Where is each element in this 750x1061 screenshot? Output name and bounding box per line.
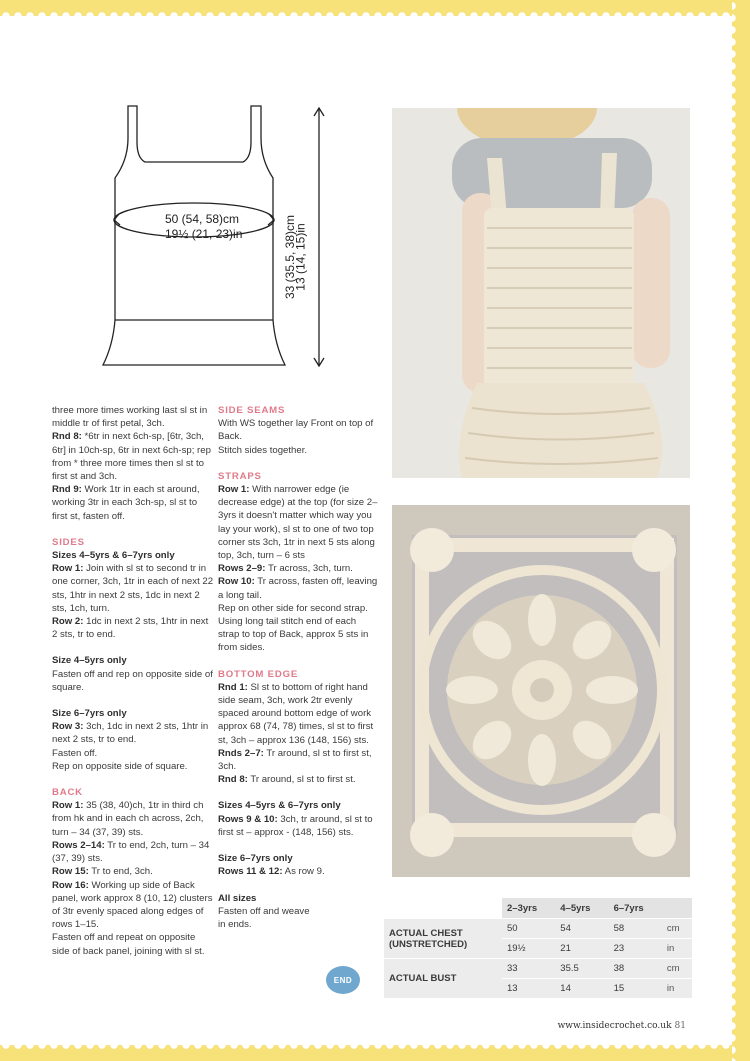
unit-cell: in [662, 939, 692, 959]
photo-crochet-square-closeup [392, 505, 690, 877]
straps-rows2-9-label: Rows 2–9: [218, 563, 266, 575]
decorative-border-bottom [0, 1045, 750, 1061]
table-cell: 15 [609, 979, 662, 999]
rnd9-text: Work 1tr in each st around, working 3tr in each 3ch-sp, sl st to first st, fasten off. [52, 484, 200, 522]
table-cell: 33 [502, 959, 555, 979]
size-table [384, 898, 692, 999]
sides-row2-label: Row 2: [52, 616, 84, 628]
back-rows2-14-text: Tr to end, 2ch, turn – 34 (37, 39) sts. [52, 839, 210, 865]
pattern-column-2 [218, 404, 378, 931]
side-seams-heading: SIDE SEAMS [218, 405, 286, 416]
back-fasten-text: Fasten off and repeat on opposite side of back panel, joining with sl st. [52, 932, 205, 957]
back-row15-text: Tr to end, 3ch. [88, 866, 153, 878]
straps-row1-label: Row 1: [218, 484, 250, 496]
table-cell: 58 [609, 919, 662, 939]
bottom-rnd1-label: Rnd 1: [218, 681, 248, 693]
unit-cell: in [662, 979, 692, 999]
size67-row3-text: 3ch, 1dc in next 2 sts, 1htr in next 2 sts, tr to end. [52, 721, 209, 746]
garment-schematic [95, 100, 360, 375]
rnd8-label: Rnd 8: [52, 431, 82, 443]
back-rows2-14-label: Rows 2–14: [52, 839, 105, 851]
photo-child-wearing-top [392, 108, 690, 478]
unit-cell: cm [662, 959, 692, 979]
bottom-rnds2-7-label: Rnds 2–7: [218, 747, 264, 759]
size-header-unit [662, 898, 692, 919]
all-sizes-text: Fasten off and weave in ends. [218, 905, 310, 930]
photo-illustration-top [392, 108, 690, 478]
sides-heading: SIDES [52, 536, 85, 548]
chest-measure-in: 19½ (21, 23)in [165, 227, 243, 241]
table-cell: 38 [609, 959, 662, 979]
straps-rows2-9-text: Tr across, 3ch, turn. [265, 563, 353, 575]
rows9-10-text: 3ch, tr around, sl st to first st – approx - (148, 156) sts. [218, 813, 373, 838]
size67-fasten-text: Fasten off. [52, 747, 98, 759]
back-heading: BACK [52, 787, 83, 799]
table-cell: 35.5 [555, 959, 608, 979]
size67-subheading-2: Size 6–7yrs only [218, 853, 293, 865]
straps-row10-text: Tr across, fasten off, leaving a long tail. [218, 576, 378, 601]
chest-measure-cm: 50 (54, 58)cm [165, 212, 240, 226]
size-header-4-5yrs: 4–5yrs [555, 898, 608, 919]
rows11-12-label: Rows 11 & 12: [218, 866, 283, 878]
actual-chest-label: ACTUAL CHEST (UNSTRETCHED) [384, 919, 502, 959]
size45-text: Fasten off and rep on opposite side of square. [52, 668, 213, 693]
footer-url[interactable]: www.insidecrochet.co.uk [557, 1021, 672, 1031]
bottom-rnds2-7-text: Tr around, sl st to first st, 3ch. [218, 747, 372, 773]
straps-rep-text: Rep on other side for second strap. Using long tail stitch end of each strap to top of Back, approx 5 sts in from sides. [218, 602, 369, 654]
size-table-corner [384, 898, 502, 919]
size-header-2-3yrs: 2–3yrs [502, 898, 555, 919]
table-row [384, 959, 692, 979]
bottom-edge-heading: BOTTOM EDGE [218, 668, 299, 680]
rows9-10-label: Rows 9 & 10: [218, 813, 278, 825]
table-cell: 14 [555, 979, 608, 999]
length-measure-cm: 33 (35.5, 38)cm [283, 214, 298, 300]
length-measure-in: 13 (14, 15)in [293, 223, 308, 291]
table-cell: 19½ [502, 939, 555, 959]
rnd8-text: *6tr in next 6ch-sp, [6tr, 3ch, 6tr] in 10ch-sp, 6tr in next 6ch-sp; rep from * three more times then sl st to first st and 3ch. [52, 431, 211, 483]
table-cell: 21 [555, 939, 608, 959]
straps-row10-label: Row 10: [218, 576, 255, 588]
sides-row1-label: Row 1: [52, 563, 84, 575]
size-header-6-7yrs: 6–7yrs [609, 898, 662, 919]
size-table-header-row [384, 898, 692, 919]
side-seams-text-2: Stitch sides together. [218, 444, 308, 456]
back-row16-label: Row 16: [52, 879, 89, 891]
table-cell: 50 [502, 919, 555, 939]
back-row15-label: Row 15: [52, 866, 89, 878]
bottom-rnd1-text: Sl st to bottom of right hand side seam, 3ch, work 2tr evenly spaced around bottom edge of work approx 68 (74, 78) times, sl st to first st, 3ch – approx 136 (148, 156) sts. [218, 681, 374, 746]
size45-subheading: Size 4–5yrs only [52, 655, 127, 667]
actual-bust-label: ACTUAL BUST [384, 959, 502, 999]
all-sizes-subheading: All sizes [218, 892, 257, 904]
bottom-rnd8-text: Tr around, sl st to first st. [247, 774, 356, 786]
page-footer [558, 1021, 686, 1031]
straps-row1-text: With narrower edge (ie decrease edge) at the top (for size 2–3yrs it doesn't matter which way you lay your work), sl st to one of two top corner sts 3ch, 1tr in next 5 sts along top, 3ch, turn – 6 sts [218, 484, 378, 562]
pattern-column-1 [52, 404, 214, 958]
side-seams-text-1: With WS together lay Front on top of Back. [218, 418, 374, 443]
back-row1-text: 35 (38, 40)ch, 1tr in third ch from hk and in each ch across, 2ch, turn – 34 (37, 39) sts. [52, 800, 204, 838]
size67-subheading: Size 6–7yrs only [52, 708, 127, 720]
straps-heading: STRAPS [218, 470, 262, 482]
table-cell: 54 [555, 919, 608, 939]
page-number: 81 [674, 1021, 686, 1031]
table-cell: 13 [502, 979, 555, 999]
sizes-45-67-subheading: Sizes 4–5yrs & 6–7yrs only [218, 800, 341, 812]
sides-row2-text: 1dc in next 2 sts, 1htr in next 2 sts, tr to end. [52, 616, 209, 641]
intro-text: three more times working last sl st in middle tr of first petal, 3ch. [52, 405, 208, 430]
table-cell: 23 [609, 939, 662, 959]
size67-row3-label: Row 3: [52, 721, 84, 733]
size67-rep-text: Rep on opposite side of square. [52, 760, 188, 772]
rows11-12-text: As row 9. [282, 866, 325, 878]
sides-subheading: Sizes 4–5yrs & 6–7yrs only [52, 550, 175, 562]
photo-illustration-square [392, 505, 690, 877]
rnd9-label: Rnd 9: [52, 484, 82, 496]
table-row [384, 919, 692, 939]
sides-row1-text: Join with sl st to second tr in one corner, 3ch, 1tr in each of next 22 sts, 1htr in next 2 sts, 1dc in next 2 sts, 1ch, turn. [52, 563, 214, 614]
back-row1-label: Row 1: [52, 800, 84, 812]
end-badge: END [326, 966, 360, 994]
bottom-rnd8-label: Rnd 8: [218, 774, 248, 786]
back-row16-text: Working up side of Back panel, work approx 8 (10, 12) clusters of 3tr evenly spaced along edges of rows 1–15. [52, 879, 213, 931]
decorative-border-top [0, 0, 750, 16]
unit-cell: cm [662, 919, 692, 939]
decorative-border-right [732, 0, 750, 1061]
